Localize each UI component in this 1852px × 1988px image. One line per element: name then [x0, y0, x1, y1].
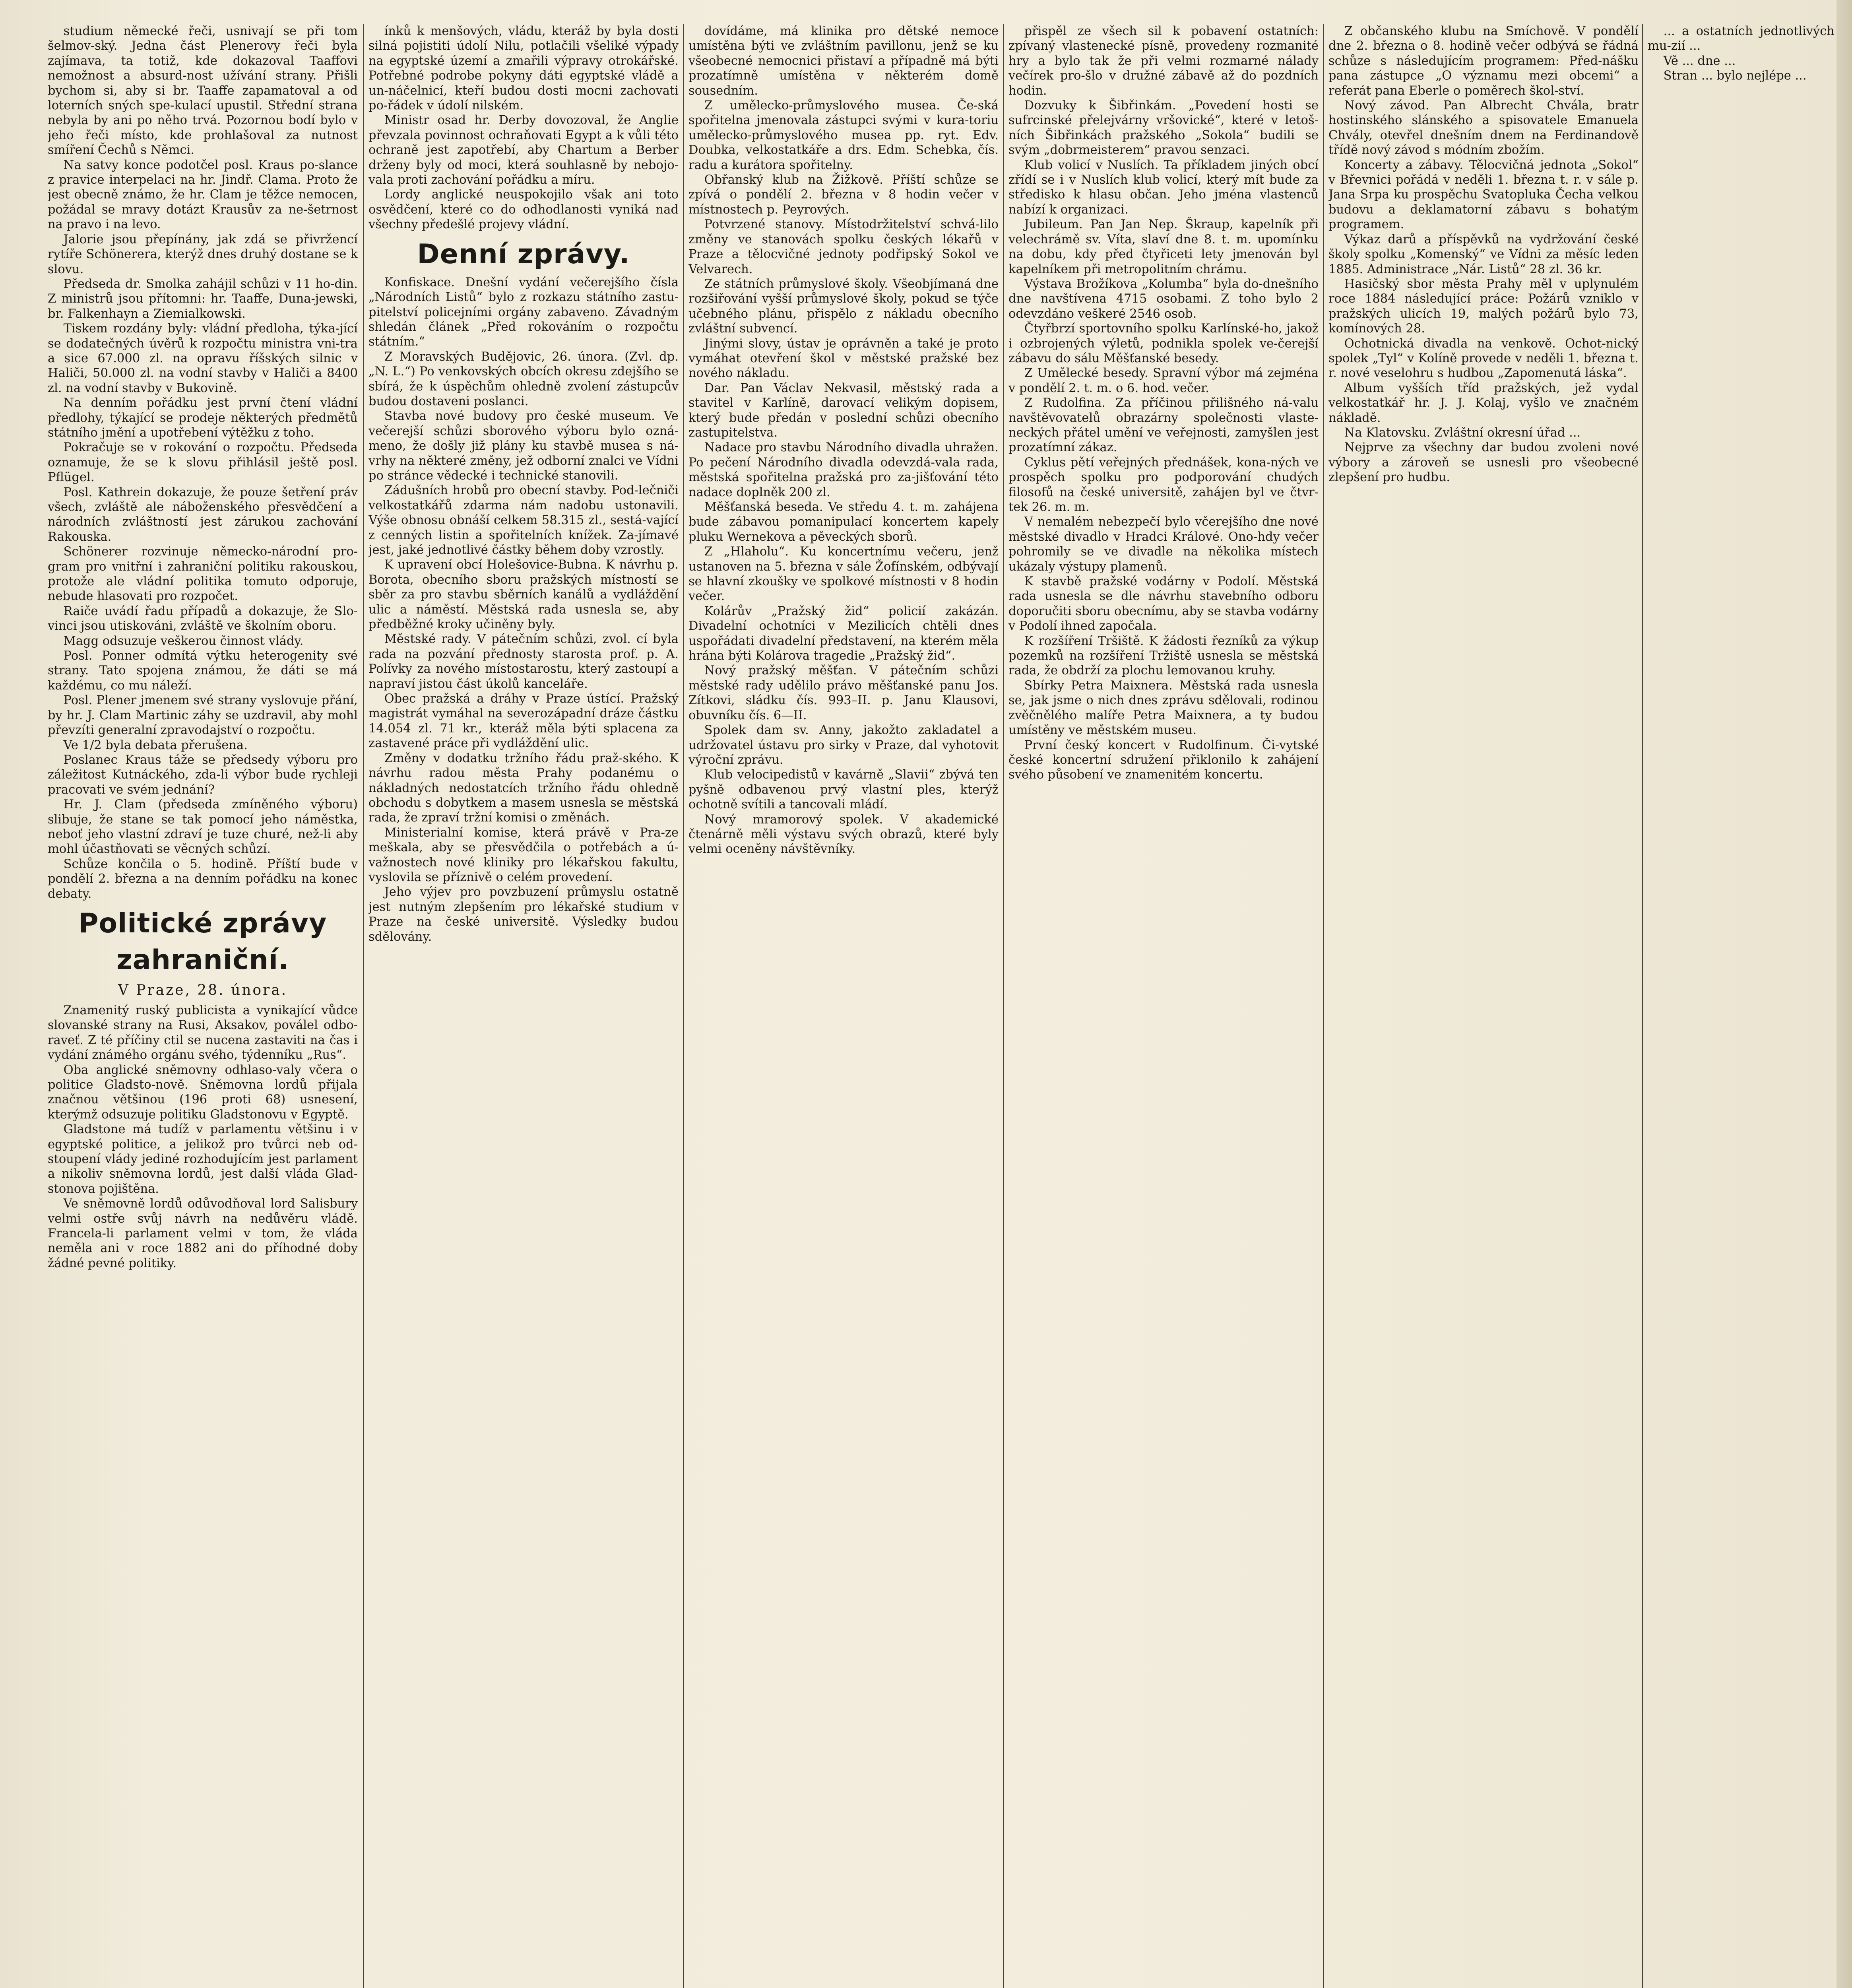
paragraph: Znamenitý ruský publicista a vynikající vůdce slovanské strany na Rusi, Aksakov, poválel odbo-raveť. Z té příčiny ctil se nucena zastaviti na čas i vydání známého orgánu svého, týdenníku „Rus“. [48, 1003, 358, 1062]
paragraph: Hasičský sbor města Prahy měl v uplynulém roce 1884 následující práce: Požárů vzniklo v pražských ulicích 19, malých požárů bylo 73, komínových 28. [1328, 277, 1639, 336]
paragraph: Album vyšších tříd pražských, jež vydal velkostatkář hr. J. J. Kolaj, vyšlo ve značném nákladě. [1328, 381, 1639, 425]
paragraph: Spolek dam sv. Anny, jakožto zakladatel a udržovatel ústavu pro sirky v Praze, dal vyhotovit výroční zprávu. [688, 723, 999, 767]
paragraph: První český koncert v Rudolfinum. Či-vytské české koncertní sdružení přiklonilo k zahájení svého působení ve znamenitém koncertu. [1008, 738, 1319, 782]
column-divider [1642, 24, 1643, 1988]
paragraph: Jubileum. Pan Jan Nep. Škraup, kapelník při velechrámě sv. Víta, slaví dne 8. t. m. upomínku na dobu, kdy před čtyřiceti lety jmenován byl kapelníkem při metropolitním chrámu. [1008, 217, 1319, 276]
paragraph: K upravení obcí Holešovice-Bubna. K návrhu p. Borota, obecního sboru pražských místností se sběr za pro stavbu sběrních kanálů a vydláždění ulic a náměstí. Městská rada usnesla se, aby předběžné kroky učiněny byly. [368, 558, 679, 632]
paragraph: Vě ... dne ... [1663, 54, 1736, 68]
paragraph: Z občanského klubu na Smíchově. V pondělí dne 2. března o 8. hodině večer odbývá se řádná schůze s následujícím programem: Před-nášku pana zástupce „O významu mezi obcemi“ a referát pana Eberle o poměrech škol-ství. [1328, 24, 1639, 98]
paragraph: Zádušních hrobů pro obecní stavby. Pod-lečniči velkostatkářů zdarma nám nadobu ustonavili. Výše obnosu obnáší celkem 58.315 zl., sestá-vající z cenných listin a spořitelních knížek. Za-jímavé jest, jaké jednotlivé částky během doby vzrostly. [368, 483, 679, 557]
paragraph: Ministerialní komise, která právě v Pra-ze meškala, aby se přesvědčila o potřebách a ú-važnostech nové kliniky pro lékařskou fakultu, vyslovila se příznivě o celém provedení. [368, 825, 679, 884]
paragraph: Výstava Brožíkova „Kolumba“ byla do-dnešního dne navštívena 4715 osobami. Z toho bylo 2 odevzdáno veškeré 2546 osob. [1008, 277, 1319, 321]
paragraph: Obec pražská a dráhy v Praze ústící. Pražský magistrát vymáhal na severozápadní dráze částku 14.054 zl. 71 kr., kteráž měla býti splacena za zastavené práce při vydláždění ulic. [368, 692, 679, 751]
paragraph: Klub velocipedistů v kavárně „Slavii“ zbývá ten pyšně odbavenou prvý vlastní ples, kterýž ochotně svítili a tancovali mládí. [688, 768, 999, 812]
paragraph: Z Umělecké besedy. Spravní výbor má zejména v pondělí 2. t. m. o 6. hod. večer. [1008, 366, 1319, 395]
paragraph: Z Moravských Budějovic, 26. února. (Zvl. dp. „N. L.“) Po venkovských obcích okresu zdejšího se sbírá, že k úspěchům ohledně zvolení zástupcův budou dostaveni poslanci. [368, 349, 679, 408]
page-edge-shadow [1836, 0, 1852, 1988]
paragraph: Hr. J. Clam (předseda zmíněného výboru) slibuje, že stane se tak pomocí jeho náměstka, neboť jeho vlastní zdraví je tuze churé, než-li aby mohl účastňovati se věcných schůzí. [48, 798, 358, 856]
paragraph: Cyklus pětí veřejných přednášek, kona-ných ve prospěch spolku pro podporování chudých filosofů na české universitě, zahájen byl ve čtvr-tek 26. m. m. [1008, 455, 1319, 514]
paragraph: Sbírky Petra Maixnera. Městská rada usnesla se, jak jsme o nich dnes zprávu sdělovali, rodinou zvěčnělého malíře Petra Maixnera, a ty budou umístěny ve městském museu. [1008, 678, 1319, 738]
paragraph: Obřanský klub na Žižkově. Příští schůze se zpívá o pondělí 2. března v 8 hodin večer v místnostech p. Peyrových. [688, 173, 999, 217]
paragraph: Na satvy konce podotčel posl. Kraus po-slance z pravice interpelaci na hr. Jindř. Clama. Proto že jest obecně známo, že hr. Clam je těžce nemocen, požádal se mravy dotázt Krausův za ne-šetrnost na pravo i na levo. [48, 158, 358, 232]
paragraph: Schönerer rozvinuje německo-národní pro-gram pro vnitřní i zahraniční politiku rakouskou, protože ale vládní politika tomuto odporuje, nebude hlasovati pro rozpočet. [48, 545, 358, 604]
paragraph: ... a ostatních jednotlivých mu-zií ... [1648, 24, 1835, 53]
paragraph: Nadace pro stavbu Národního divadla uhražen. Po pečení Národního divadla odevzdá-vala rada, městská spořitelna pražská pro za-jišťování této nadace doplněk 200 zl. [688, 441, 999, 499]
paragraph: Jalorie jsou přepínány, jak zdá se přivržencí rytíře Schönerera, kterýž dnes druhý dostane se k slovu. [48, 232, 358, 276]
section-heading-daily-news: Denní zprávy. [417, 238, 630, 270]
paragraph: Dar. Pan Václav Nekvasil, městský rada a stavitel v Karlíně, darovací velikým dopisem, který bude předán v poslední schůzi obecního zastupitelstva. [688, 381, 999, 440]
paragraph: ínků k menšových, vládu, kteráž by byla dosti silná pojistiti údolí Nilu, potlačili všeliké výpady na egyptské území a zmařili výpravy otrokářské. Potřebné podrobe pokyny dáti egyptské vládě a un-náčelnicí, kteří budou dosti mocni zachovati po-řádek v údolí nilském. [368, 24, 679, 113]
column-6-partial [1648, 24, 1835, 1988]
dateline: V Praze, 28. února. [118, 982, 288, 998]
paragraph: Lordy anglické neuspokojilo však ani toto osvědčení, které co do odhodlanosti vyniká nad všechny předešlé projevy vládní. [368, 188, 679, 232]
column-2 [368, 24, 679, 1988]
paragraph: V nemalém nebezpečí bylo včerejšího dne nové městské divadlo v Hradci Králové. Ono-hdy večer pohromily se ve divadle na několika místech ukázaly výstupy plamenů. [1008, 515, 1319, 574]
column-divider [363, 24, 364, 1988]
paragraph: Čtyřbrzí sportovního spolku Karlínské-ho, jakož i ozbrojených výletů, podnikla spolek ve-čerejší zábavu do sálu Měšťanské besedy. [1008, 322, 1319, 365]
paragraph: Gladstone má tudíž v parlamentu většinu i v egyptské politice, a jelikož pro tvůrci neb od-stoupení vlády jediné rozhodujícím jest parlament a nikoliv sněmovna lordů, jest další vláda Glad-stonova pojištěna. [48, 1122, 358, 1196]
paragraph: Stavba nové budovy pro české museum. Ve večerejší schůzi sborového výboru bylo ozná-meno, že došly již plány ku stavbě musea s ná-vrhy na některé změny, jež odborní znalci ve Vídni po stránce vědecké i technické stanovili. [368, 409, 679, 483]
paragraph: Kolárův „Pražský žid“ policií zakázán. Divadelní ochotníci v Mezilicích chtěli dnes uspořádati divadelní představení, na kterém měla hrána býti Kolárova tragedie „Pražský žid“. [688, 604, 999, 663]
paragraph: Měšťanská beseda. Ve středu 4. t. m. zahájena bude zábavou pomanipulací koncertem kapely pluku Wernekova a pěveckých sborů. [688, 500, 999, 544]
paragraph: Ministr osad hr. Derby dovozoval, že Anglie převzala povinnost ochraňovati Egypt a k vůli této ochraně jest zapotřebí, aby Chartum a Berber drženy byly od moci, která souhlasně by nebojo-vala proti zachování pořádku a míru. [368, 113, 679, 187]
paragraph: Ochotnická divadla na venkově. Ochot-nický spolek „Tyl“ v Kolíně provede v neděli 1. března t. r. nové veselohru s hudbou „Zapomenutá láska“. [1328, 336, 1639, 381]
paragraph: Ve sněmovně lordů odůvodňoval lord Salisbury velmi ostře svůj návrh na nedůvěru vládě. Francela-li parlament velmi v tom, že vláda neměla ani v roce 1882 ani do příhodné doby žádné pevné politiky. [48, 1197, 358, 1270]
paragraph: Jinými slovy, ústav je oprávněn a také je proto vymáhat otevření škol v městské pražské bez nového nákladu. [688, 336, 999, 381]
paragraph: Oba anglické sněmovny odhlaso-valy včera o politice Gladsto-nově. Sněmovna lordů přijala značnou většinou (196 proti 68) usnesení, kterýmž odsuzuje politiku Gladstonovu v Egyptě. [48, 1063, 358, 1122]
column-divider [1323, 24, 1324, 1988]
paragraph: Posl. Ponner odmítá výtku heterogenity své strany. Tato spojena známou, že dáti se má každému, co mu náleží. [48, 649, 358, 693]
paragraph: Nový závod. Pan Albrecht Chvála, bratr hostinského slánského a spisovatele Emanuela Chvály, otevřel dnešním dnem na Ferdinandově třídě nový závod s módním zbožím. [1328, 99, 1639, 157]
column-1 [48, 24, 358, 1988]
paragraph: Klub volicí v Nuslích. Ta příkladem jiných obcí zřídí se i v Nuslích klub volicí, který mít bude za středisko k hlasu občan. Jeho jména vlastenců nabízí k organizaci. [1008, 158, 1319, 217]
paragraph: Stran ... bylo nejlépe ... [1663, 69, 1807, 83]
paragraph: Předseda dr. Smolka zahájil schůzi v 11 ho-din. Z ministrů jsou přítomni: hr. Taaffe, Duna-jewski, br. Falkenhayn a Ziemialkowski. [48, 277, 358, 321]
column-3 [688, 24, 999, 1988]
paragraph: přispěl ze všech sil k pobavení ostatních: zpívaný vlastenecké písně, provedeny rozmanité hry a bylo tak že při velmi rozmarné nálady večírek pro-šlo v družné zábavě až do pozdních hodin. [1008, 24, 1319, 98]
paragraph: Nejprve za všechny dar budou zvoleni nové výbory a zároveň se usnesli pro všeobecné zlepšení pro hudbu. [1328, 441, 1639, 485]
paragraph: Městské rady. V pátečním schůzi, zvol. cí byla rada na pozvání přednosty starosta prof. p. A. Polívky za nového místostarostu, který zastoupí a napraví jistou část úkolů kanceláře. [368, 632, 679, 691]
column-divider [683, 24, 684, 1988]
paragraph: Posl. Plener jmenem své strany vyslovuje přání, by hr. J. Clam Martinic záhy se uzdravil, aby mohl převzíti generalní zpravodajství o rozpočtu. [48, 693, 358, 738]
paragraph: Jeho výjev pro povzbuzení průmyslu ostatně jest nutným zlepšením pro lékařské studium v Praze na české universitě. Výsledky budou sdělovány. [368, 885, 679, 944]
paragraph: Z „Hlaholu“. Ku koncertnímu večeru, jenž ustanoven na 5. března v sále Žofínském, odbývají se hlavní zkoušky ve spolkové místnosti v 8 hodin večer. [688, 545, 999, 604]
paragraph: Nový pražský měšťan. V pátečním schůzi městské rady udělilo právo měšťanské panu Jos. Zítkovi, sládku čís. 993–II. p. Janu Klausovi, obuvníku čís. 6—II. [688, 664, 999, 722]
paragraph: Tiskem rozdány byly: vládní předloha, týka-jící se dodatečných úvěrů k rozpočtu ministra vni-tra a sice 67.000 zl. na opravu říšských silnic v Haliči, 50.000 zl. na vodní stavby v Haliči a 8400 zl. na vodní stavby v Bukovině. [48, 322, 358, 395]
column-divider [1003, 24, 1004, 1988]
paragraph: Poslanec Kraus táže se předsedy výboru pro záležitost Kutnáckého, zda-li výbor bude rychleji pracovati ve svém jednání? [48, 753, 358, 797]
paragraph: Raiče uvádí řadu případů a dokazuje, že Slo-vinci jsou utiskováni, zvláště ve školním oboru. [48, 604, 358, 633]
paragraph: Výkaz darů a příspěvků na vydržování české školy spolku „Komenský“ ve Vídni za měsíc leden 1885. Administrace „Nár. Listů“ 28 zl. 36 kr. [1328, 232, 1639, 276]
paragraph: Dozvuky k Šibřinkám. „Povedení hosti se sufrcinské přelejvárny vršovické“, které v letoš-ních Šibřinkách pražského „Sokola“ budili se svým „dobrmeisterem“ pravou senzaci. [1008, 99, 1319, 157]
paragraph: dovídáme, má klinika pro dětské nemoce umístěna býti ve zvláštním pavillonu, jenž se ku všeobecné nemocnici přistaví a případně má býti prozatímně umístěna v některém domě sousedním. [688, 24, 999, 98]
paragraph: Na Klatovsku. Zvláštní okresní úřad ... [1344, 425, 1581, 440]
paragraph: Schůze končila o 5. hodině. Příští bude v pondělí 2. března a na denním pořádku na konec debaty. [48, 857, 358, 901]
column-5 [1328, 24, 1639, 1988]
paragraph: Z Rudolfina. Za příčinou přilišného ná-valu navštěvovatelů obrazárny společnosti vlaste-neckých přátel umění ve veřejnosti, zamyšlen jest prozatímní zákaz. [1008, 396, 1319, 455]
paragraph: Ze státních průmyslové školy. Všeobjímaná dne rozšiřování vyšší průmyslové školy, pokud se týče učebného plánu, přispělo z nákladu obecního zvláštní subvencí. [688, 277, 999, 336]
paragraph: Pokračuje se v rokování o rozpočtu. Předseda oznamuje, že se k slovu přihlásil ještě posl. Pflügel. [48, 441, 358, 485]
section-heading-foreign-politics: Politické zprávy zahraniční. [78, 907, 327, 976]
paragraph: Koncerty a zábavy. Tělocvičná jednota „Sokol“ v Břevnici pořádá v neděli 1. března t. r. v sále p. Jana Srpa ku prospěchu Svatopluka Čecha velkou budovu a deklamatorní zábavu s bohatým programem. [1328, 158, 1639, 232]
paragraph: Změny v dodatku tržního řádu praž-ského. K návrhu radou města Prahy podanému o nákladných nedostatcích tržního řádu ohledně obchodu s dobytkem a masem usnesla se městská rada, že zpraví tržní komisi o změnách. [368, 751, 679, 825]
paragraph: K stavbě pražské vodárny v Podolí. Městská rada usnesla se dle návrhu stavebního odboru doporučiti sboru obecnímu, aby se stavba vodárny v Podolí ihned započala. [1008, 575, 1319, 633]
paragraph: Z umělecko-průmyslového musea. Če-ská spořitelna jmenovala zástupci svými v kura-toriu umělecko-průmyslového musea pp. ryt. Edv. Doubka, velkostatkáře a drs. Edm. Schebka, čís. radu a kurátora spořitelny. [688, 99, 999, 172]
paragraph: Ve 1/2 byla debata přerušena. [63, 738, 248, 752]
paragraph: Potvrzené stanovy. Místodržitelství schvá-lilo změny ve stanovách spolku českých lékařů v Praze a tělocvičné jednoty podřipský Sokol ve Velvarech. [688, 217, 999, 276]
paragraph: studium německé řeči, usnivají se při tom šelmov-ský. Jedna část Plenerovy řeči byla zajímava, ta totiž, kde dokazoval Taaffovi nemožnost a absurd-nost užívání strany. Přišli bychom si, aby si br. Taaffe zapamatoval a od loterních sných spe-kulací upustil. Střední strana nebyla by ani po něho trvá. Pozornou bodí bylo v jeho řeči místo, kde prohlašoval za nutnost smíření Čechů s Němci. [48, 24, 358, 157]
paragraph: Na denním pořádku jest první čtení vládní předlohy, týkající se prodeje některých předmětů státního jmění a upotřebení výtěžku z toho. [48, 396, 358, 440]
paragraph: Magg odsuzuje veškerou činnost vlády. [63, 634, 304, 648]
paragraph: Nový mramorový spolek. V akademické čtenárně měli výstavu svých obrazů, které byly velmi oceněny návštěvníky. [688, 812, 999, 856]
paragraph: Posl. Kathrein dokazuje, že pouze šetření práv všech, zvláště ale náboženského přesvědčení a národních zvláštností jest zárukou zachování Rakouska. [48, 485, 358, 544]
column-4 [1008, 24, 1319, 1988]
paragraph: Konfiskace. Dnešní vydání večerejšího čísla „Národních Listů“ bylo z rozkazu státního zastu-pitelství policejními orgány zabaveno. Závadným shledán článek „Před rokováním o rozpočtu státním.“ [368, 275, 679, 349]
paragraph: K rozšíření Tršiště. K žádosti řezníků za výkup pozemků na rozšíření Tržiště usnesla se městská rada, že obdrží za plochu lemovanou kruhy. [1008, 634, 1319, 678]
